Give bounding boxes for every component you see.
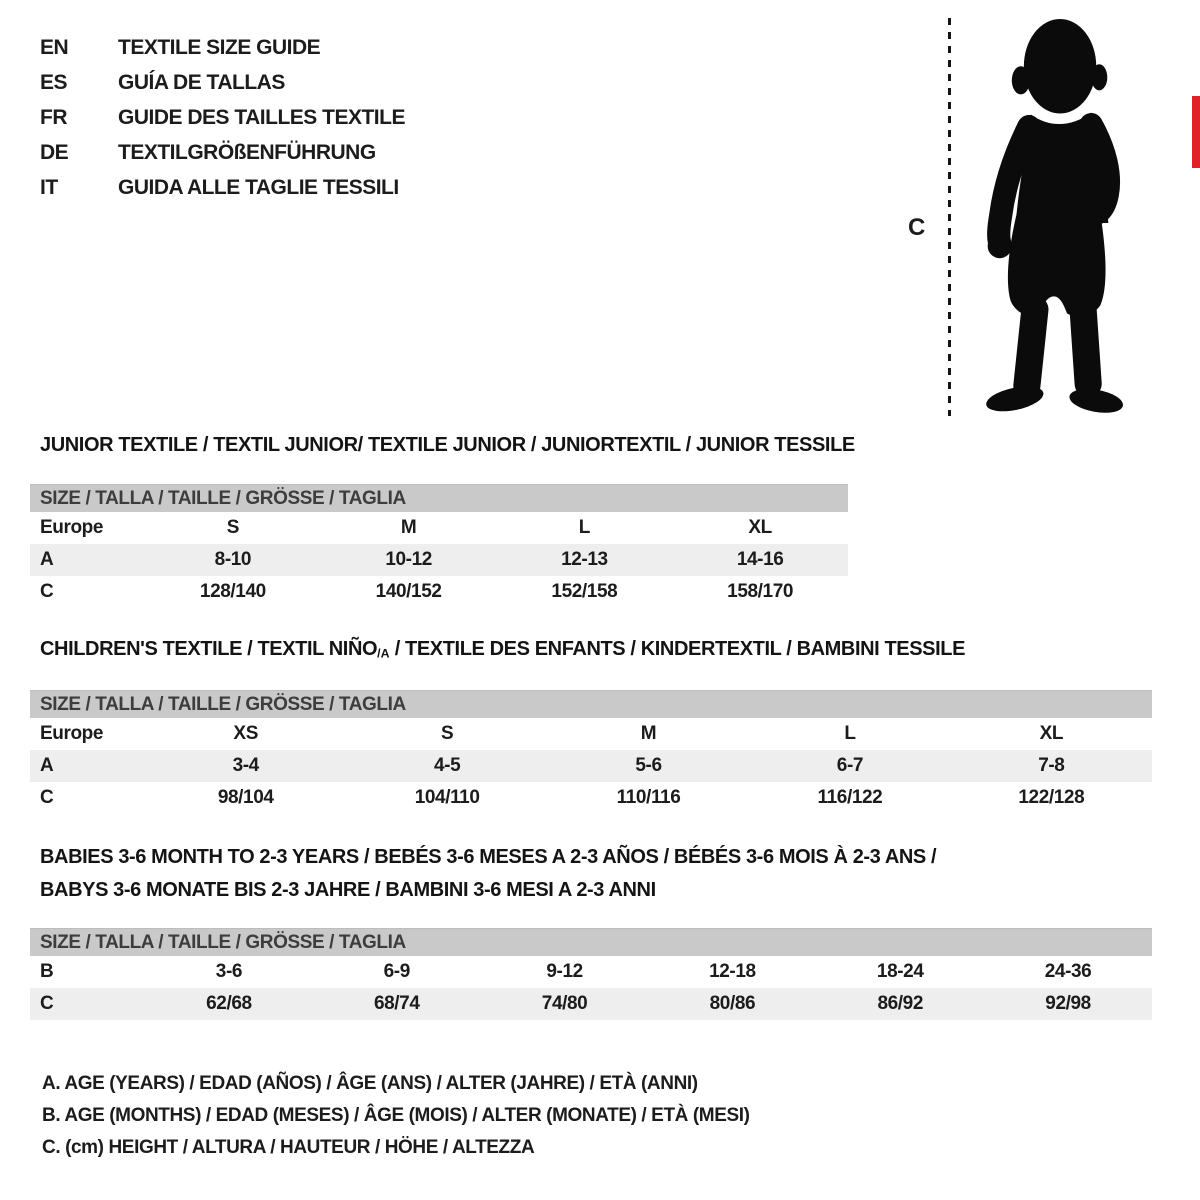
size-table-header: SIZE / TALLA / TAILLE / GRÖSSE / TAGLIA [30, 484, 848, 512]
table-cell: 6-9 [383, 961, 410, 982]
row-label: A [40, 755, 54, 776]
lang-title: GUIDA ALLE TAGLIE TESSILI [118, 175, 399, 199]
table-cell: 140/152 [375, 581, 442, 602]
lang-row-de [40, 135, 405, 170]
children-section-title [40, 638, 965, 661]
lang-row-es [40, 65, 405, 100]
measure-label-c: C [908, 214, 926, 241]
lang-code: ES [40, 70, 68, 94]
table-cell: 4-5 [433, 755, 461, 776]
table-cell: 24-36 [1044, 961, 1092, 982]
table-cell: 8-10 [214, 549, 252, 570]
table-row [30, 718, 1152, 750]
right-edge-red-mark [1192, 96, 1200, 168]
table-cell: 68/74 [373, 993, 420, 1014]
lang-code: DE [40, 140, 69, 164]
language-title-list [40, 30, 405, 205]
table-row [30, 576, 848, 608]
lang-code: IT [40, 175, 58, 199]
lang-title: TEXTILE SIZE GUIDE [118, 35, 321, 59]
lang-title: GUIDE DES TAILLES TEXTILE [118, 105, 405, 129]
table-row [30, 750, 1152, 782]
table-cell: 18-24 [876, 961, 924, 982]
lang-title: TEXTILGRÖßENFÜHRUNG [118, 140, 376, 164]
table-row [30, 782, 1152, 814]
row-label: A [40, 549, 54, 570]
size-table-header: SIZE / TALLA / TAILLE / GRÖSSE / TAGLIA [30, 928, 1152, 956]
junior-section-title: JUNIOR TEXTILE / TEXTIL JUNIOR/ TEXTILE JUNIOR / JUNIORTEXTIL / JUNIOR TESSILE [40, 434, 855, 456]
table-cell: 104/110 [414, 787, 480, 808]
children-size-table [30, 690, 1152, 814]
table-cell: 122/128 [1018, 787, 1085, 808]
table-cell: S [440, 723, 454, 744]
table-row [30, 512, 848, 544]
table-cell: S [226, 517, 240, 538]
table-cell: 80/86 [709, 993, 756, 1014]
table-cell: 98/104 [217, 787, 274, 808]
table-cell: M [640, 723, 657, 744]
legend-line-c: C. (cm) HEIGHT / ALTURA / HAUTEUR / HÖHE / ALTEZZA [42, 1137, 535, 1158]
toddler-silhouette-figure [962, 14, 1142, 416]
height-measure-dashed-line [948, 18, 951, 416]
table-cell: 3-4 [232, 755, 259, 776]
table-cell: 110/116 [616, 787, 681, 808]
measure-legend [42, 1068, 750, 1164]
table-cell: 92/98 [1045, 993, 1091, 1014]
row-label: C [40, 993, 54, 1014]
table-cell: 152/158 [551, 581, 618, 602]
babies-section-title-line1: BABIES 3-6 MONTH TO 2-3 YEARS / BEBÉS 3-6 MESES A 2-3 AÑOS / BÉBÉS 3-6 MOIS À 2-3 ANS / [40, 846, 937, 868]
table-row [30, 988, 1152, 1020]
children-title-pre: CHILDREN'S TEXTILE / TEXTIL NIÑO [40, 638, 378, 660]
legend-line-b: B. AGE (MONTHS) / EDAD (MESES) / ÂGE (MOIS) / ALTER (MONATE) / ETÀ (MESI) [42, 1105, 750, 1126]
row-label: Europe [40, 517, 104, 538]
babies-table-body [30, 956, 1152, 1020]
table-cell: 86/92 [877, 993, 923, 1014]
table-cell: M [400, 517, 417, 538]
row-label: C [40, 787, 54, 808]
table-cell: 12-13 [561, 549, 608, 570]
lang-row-it [40, 170, 405, 205]
lang-row-en [40, 30, 405, 65]
lang-row-fr [40, 100, 405, 135]
children-title-sub: /A [377, 646, 390, 661]
table-cell: 9-12 [546, 961, 583, 982]
table-cell: 74/80 [541, 993, 588, 1014]
table-cell: L [578, 517, 590, 538]
junior-size-table [30, 484, 848, 608]
row-label: B [40, 961, 54, 982]
babies-section-title-line2: BABYS 3-6 MONATE BIS 2-3 JAHRE / BAMBINI 3-6 MESI A 2-3 ANNI [40, 879, 656, 901]
table-cell: 158/170 [727, 581, 794, 602]
junior-table-body [30, 512, 848, 608]
table-row [30, 544, 848, 576]
lang-code: FR [40, 105, 67, 129]
table-cell: XL [1039, 723, 1064, 744]
row-label: Europe [40, 723, 104, 744]
table-cell: 6-7 [836, 755, 864, 776]
table-cell: 128/140 [199, 581, 266, 602]
table-cell: XL [748, 517, 772, 538]
table-cell: 116/122 [817, 787, 883, 808]
children-table-body [30, 718, 1152, 814]
babies-size-table [30, 928, 1152, 1020]
legend-line-a: A. AGE (YEARS) / EDAD (AÑOS) / ÂGE (ANS) / ALTER (JAHRE) / ETÀ (ANNI) [42, 1073, 698, 1094]
children-title-post: / TEXTILE DES ENFANTS / KINDERTEXTIL / BAMBINI TESSILE [389, 638, 966, 660]
table-cell: 3-6 [215, 961, 243, 982]
table-cell: 7-8 [1038, 755, 1065, 776]
table-cell: XS [233, 723, 258, 744]
lang-title: GUÍA DE TALLAS [118, 70, 285, 94]
table-cell: 5-6 [635, 755, 662, 776]
table-cell: 12-18 [709, 961, 756, 982]
table-cell: 10-12 [385, 549, 432, 570]
table-cell: 62/68 [206, 993, 252, 1014]
table-row [30, 956, 1152, 988]
lang-code: EN [40, 35, 69, 59]
size-table-header: SIZE / TALLA / TAILLE / GRÖSSE / TAGLIA [30, 690, 1152, 718]
table-cell: 14-16 [736, 549, 784, 570]
row-label: C [40, 581, 54, 602]
table-cell: L [844, 723, 856, 744]
